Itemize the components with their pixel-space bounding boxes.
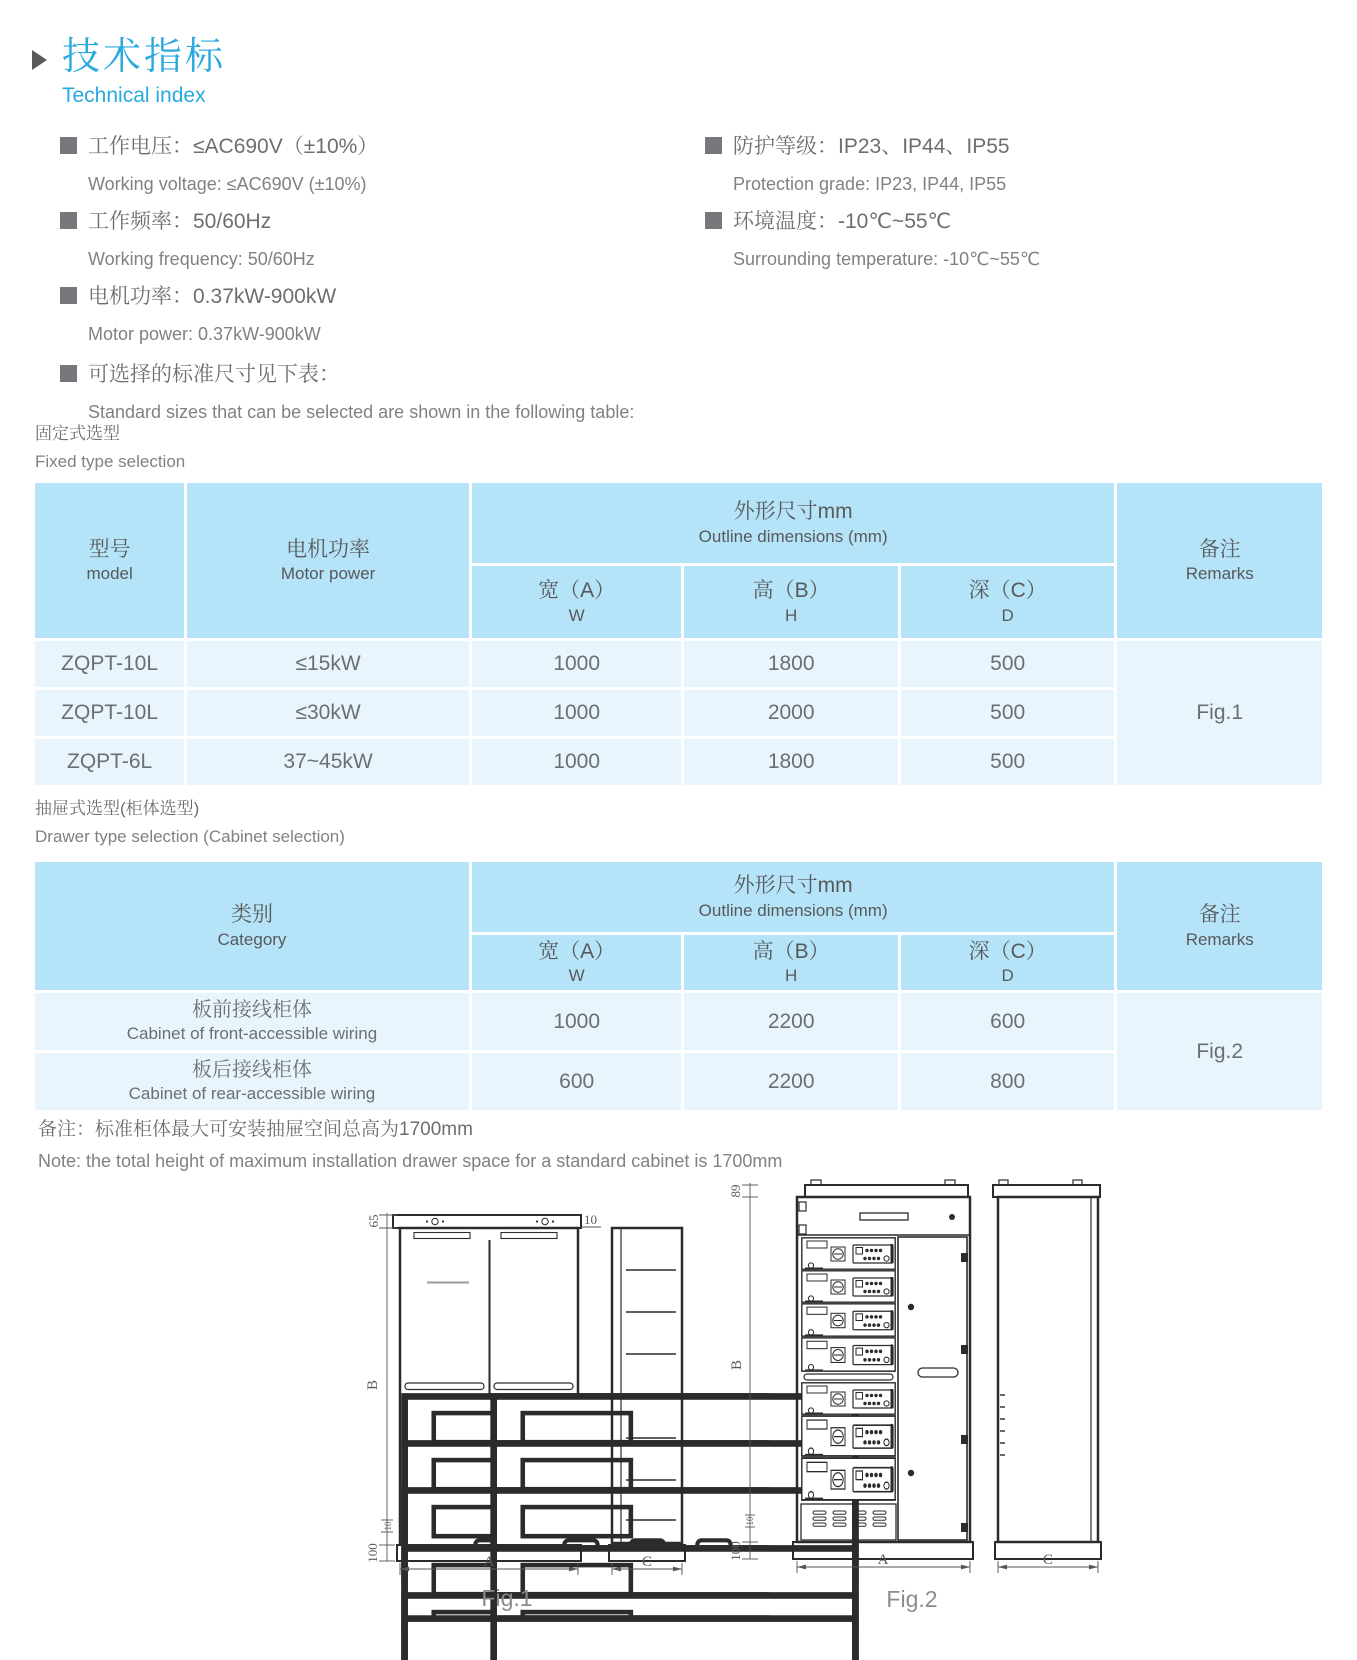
spec-working-frequency xyxy=(60,205,315,270)
section-arrow-icon xyxy=(32,50,47,70)
spec-surrounding-temperature xyxy=(705,205,1040,270)
section-label-en: Fixed type selection xyxy=(35,452,186,471)
fig2-door-panel xyxy=(898,1237,968,1540)
table-cell-height: 1800 xyxy=(684,739,897,785)
spec-en: Motor power: 0.37kW-900kW xyxy=(88,324,321,344)
col-header-outline-dimensions: 外形尺寸mm Outline dimensions (mm) xyxy=(472,483,1115,563)
square-bullet-icon xyxy=(60,287,77,304)
footnote-zh: 备注：标准柜体最大可安装抽屉空间总高为1700mm xyxy=(38,1119,473,1140)
fig2-caption: Fig.2 xyxy=(886,1586,938,1612)
square-bullet-icon xyxy=(60,137,77,154)
drawer-type-section-label xyxy=(35,800,345,848)
fig2-side-view xyxy=(993,1180,1101,1559)
col-header-width: 宽（A） W xyxy=(472,935,682,990)
square-bullet-icon xyxy=(705,212,722,229)
spec-zh: 工作电压：≤AC690V（±10%） xyxy=(88,135,379,158)
fig2-drawing xyxy=(705,1095,1125,1625)
fig2-dim-vent: 10 xyxy=(745,1516,755,1526)
table-cell-depth: 600 xyxy=(901,993,1114,1050)
fig2-dimensions xyxy=(728,1183,1098,1573)
spec-en: Protection grade: IP23, IP44, IP55 xyxy=(733,174,1007,194)
square-bullet-icon xyxy=(60,365,77,382)
col-header-motor-power: 电机功率 Motor power xyxy=(187,483,469,638)
fig1-dim-top: 65 xyxy=(366,1214,381,1228)
table-cell-power: ≤30kW xyxy=(187,690,469,736)
spec-en: Standard sizes that can be selected are shown in the following table: xyxy=(88,402,635,422)
footnote-en: Note: the total height of maximum installation drawer space for a standard cabinet is 1700mm xyxy=(38,1151,783,1171)
table-cell-remark: Fig.1 xyxy=(1117,641,1322,785)
fig2-dim-width: A xyxy=(877,1552,889,1568)
fig2-front-view xyxy=(793,1180,973,1559)
fig1-dim-depth: C xyxy=(641,1554,653,1570)
spec-list xyxy=(60,125,1340,425)
fixed-type-section-label xyxy=(35,425,185,473)
page-title: 技术指标 xyxy=(62,36,227,78)
fig1-dim-height: B xyxy=(365,1379,381,1391)
spec-en: Surrounding temperature: -10℃~55℃ xyxy=(733,249,1041,269)
spec-standard-sizes xyxy=(60,358,634,423)
spec-zh: 工作频率：50/60Hz xyxy=(88,210,272,233)
fig2-dim-height: B xyxy=(729,1359,745,1371)
fig1-dim-width: A xyxy=(483,1554,495,1570)
table-cell-depth: 500 xyxy=(901,641,1114,687)
table-cell-category: 板后接线柜体 Cabinet of rear-accessible wiring xyxy=(35,1053,469,1110)
col-header-height: 高（B） H xyxy=(684,935,897,990)
table-cell-width: 1000 xyxy=(472,739,682,785)
col-header-depth: 深（C） D xyxy=(901,935,1114,990)
col-header-remarks: 备注 Remarks xyxy=(1117,862,1322,990)
col-header-outline-dimensions: 外形尺寸mm Outline dimensions (mm) xyxy=(472,862,1115,932)
spec-zh: 电机功率：0.37kW-900kW xyxy=(88,285,337,308)
spec-zh: 防护等级：IP23、IP44、IP55 xyxy=(733,135,1010,158)
table-cell-remark: Fig.2 xyxy=(1117,993,1322,1110)
section-label-en: Drawer type selection (Cabinet selection) xyxy=(35,827,345,846)
page-header xyxy=(32,36,226,108)
table-cell-height: 1800 xyxy=(684,641,897,687)
col-header-remarks: 备注 Remarks xyxy=(1117,483,1322,638)
table-cell-power: 37~45kW xyxy=(187,739,469,785)
table-cell-height: 2200 xyxy=(684,993,897,1050)
table-cell-power: ≤15kW xyxy=(187,641,469,687)
fixed-type-table xyxy=(35,483,1322,785)
table-cell-height: 2200 xyxy=(684,1053,897,1110)
spec-en: Working voltage: ≤AC690V (±10%) xyxy=(88,174,367,194)
table-cell-depth: 500 xyxy=(901,739,1114,785)
section-label-zh: 抽屉式选型(柜体选型) xyxy=(35,799,200,818)
page-subtitle: Technical index xyxy=(62,83,206,107)
spec-motor-power xyxy=(60,280,336,345)
table-cell-model: ZQPT-10L xyxy=(35,641,184,687)
fig2-dim-base: 100 xyxy=(728,1541,743,1561)
fig1-dim-vent: 10 xyxy=(383,1521,393,1531)
fig2-dim-depth: C xyxy=(1042,1552,1054,1568)
spec-zh: 可选择的标准尺寸见下表： xyxy=(88,363,340,386)
spec-working-voltage xyxy=(60,130,378,195)
col-header-category: 类别 Category xyxy=(35,862,469,990)
table-cell-model: ZQPT-6L xyxy=(35,739,184,785)
col-header-height: 高（B） H xyxy=(684,566,897,638)
table-cell-width: 1000 xyxy=(472,690,682,736)
fig2-dim-top: 89 xyxy=(728,1184,743,1198)
fig1-dim-top-right: 10 xyxy=(584,1212,597,1227)
table-cell-category: 板前接线柜体 Cabinet of front-accessible wiring xyxy=(35,993,469,1050)
section-label-zh: 固定式选型 xyxy=(35,424,120,443)
square-bullet-icon xyxy=(60,212,77,229)
fig1-dim-base: 100 xyxy=(365,1543,380,1563)
table-cell-width: 1000 xyxy=(472,993,682,1050)
drawer-type-table xyxy=(35,862,1322,1110)
col-header-model: 型号 model xyxy=(35,483,184,638)
fig1-caption: Fig.1 xyxy=(481,1585,533,1611)
table-cell-width: 600 xyxy=(472,1053,682,1110)
square-bullet-icon xyxy=(705,137,722,154)
spec-zh: 环境温度：-10℃~55℃ xyxy=(733,210,952,233)
spec-en: Working frequency: 50/60Hz xyxy=(88,249,315,269)
table-cell-model: ZQPT-10L xyxy=(35,690,184,736)
table-cell-depth: 500 xyxy=(901,690,1114,736)
spec-protection-grade xyxy=(705,130,1010,195)
table-cell-height: 2000 xyxy=(684,690,897,736)
table-cell-width: 1000 xyxy=(472,641,682,687)
fig1-drawing xyxy=(335,1120,705,1620)
col-header-width: 宽（A） W xyxy=(472,566,682,638)
col-header-depth: 深（C） D xyxy=(901,566,1114,638)
table-cell-depth: 800 xyxy=(901,1053,1114,1110)
